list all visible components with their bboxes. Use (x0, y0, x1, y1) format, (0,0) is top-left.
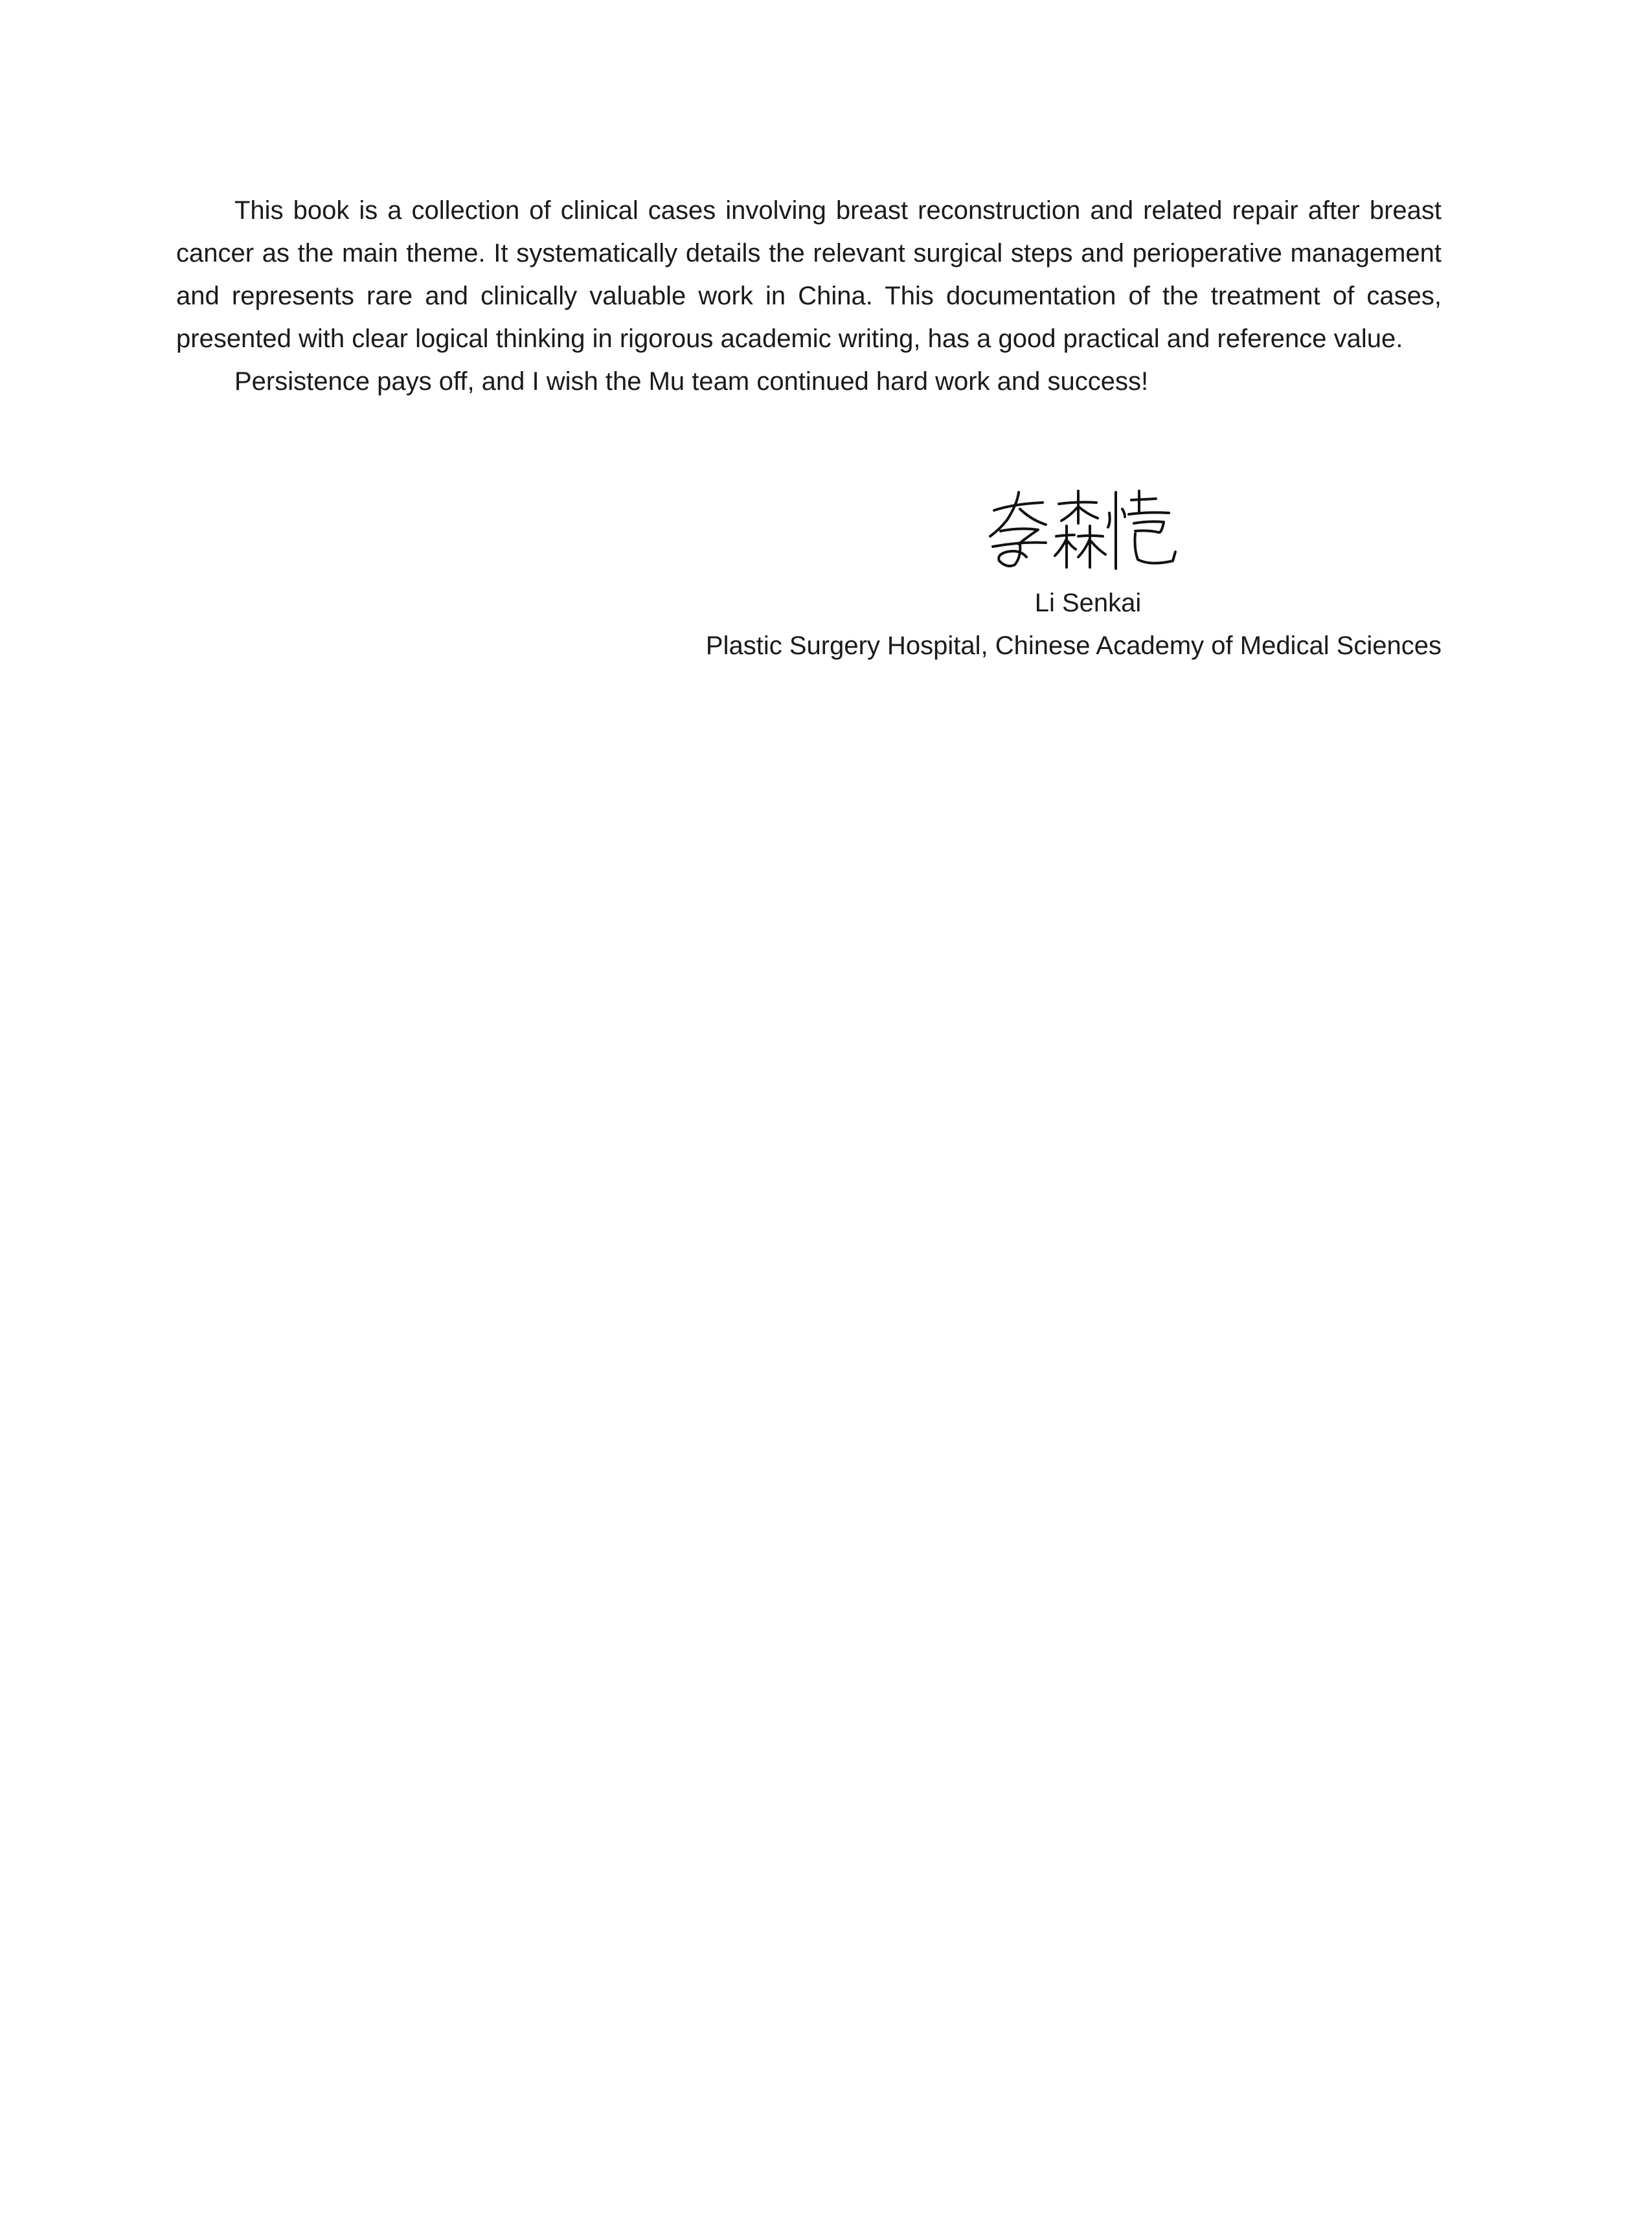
signatory-name: Li Senkai (1034, 589, 1142, 617)
foreword-text (176, 189, 1442, 403)
handwritten-signature (981, 484, 1182, 575)
signatory-affiliation: Plastic Surgery Hospital, Chinese Academy of Medical Sciences (705, 631, 1442, 660)
paragraph-2: Persistence pays off, and I wish the Mu team continued hard work and success! (234, 367, 1149, 396)
paragraph-1: This book is a collection of clinical cases involving breast reconstruction and related repair after breast cancer as the main theme. It systematically details the relevant surgical steps and perioperative management and represents rare and clinically valuable work in China. This documentation of the treatment of cases, presented with clear logical thinking in rigorous academic writing, has a good practical and reference value. (176, 196, 1442, 353)
